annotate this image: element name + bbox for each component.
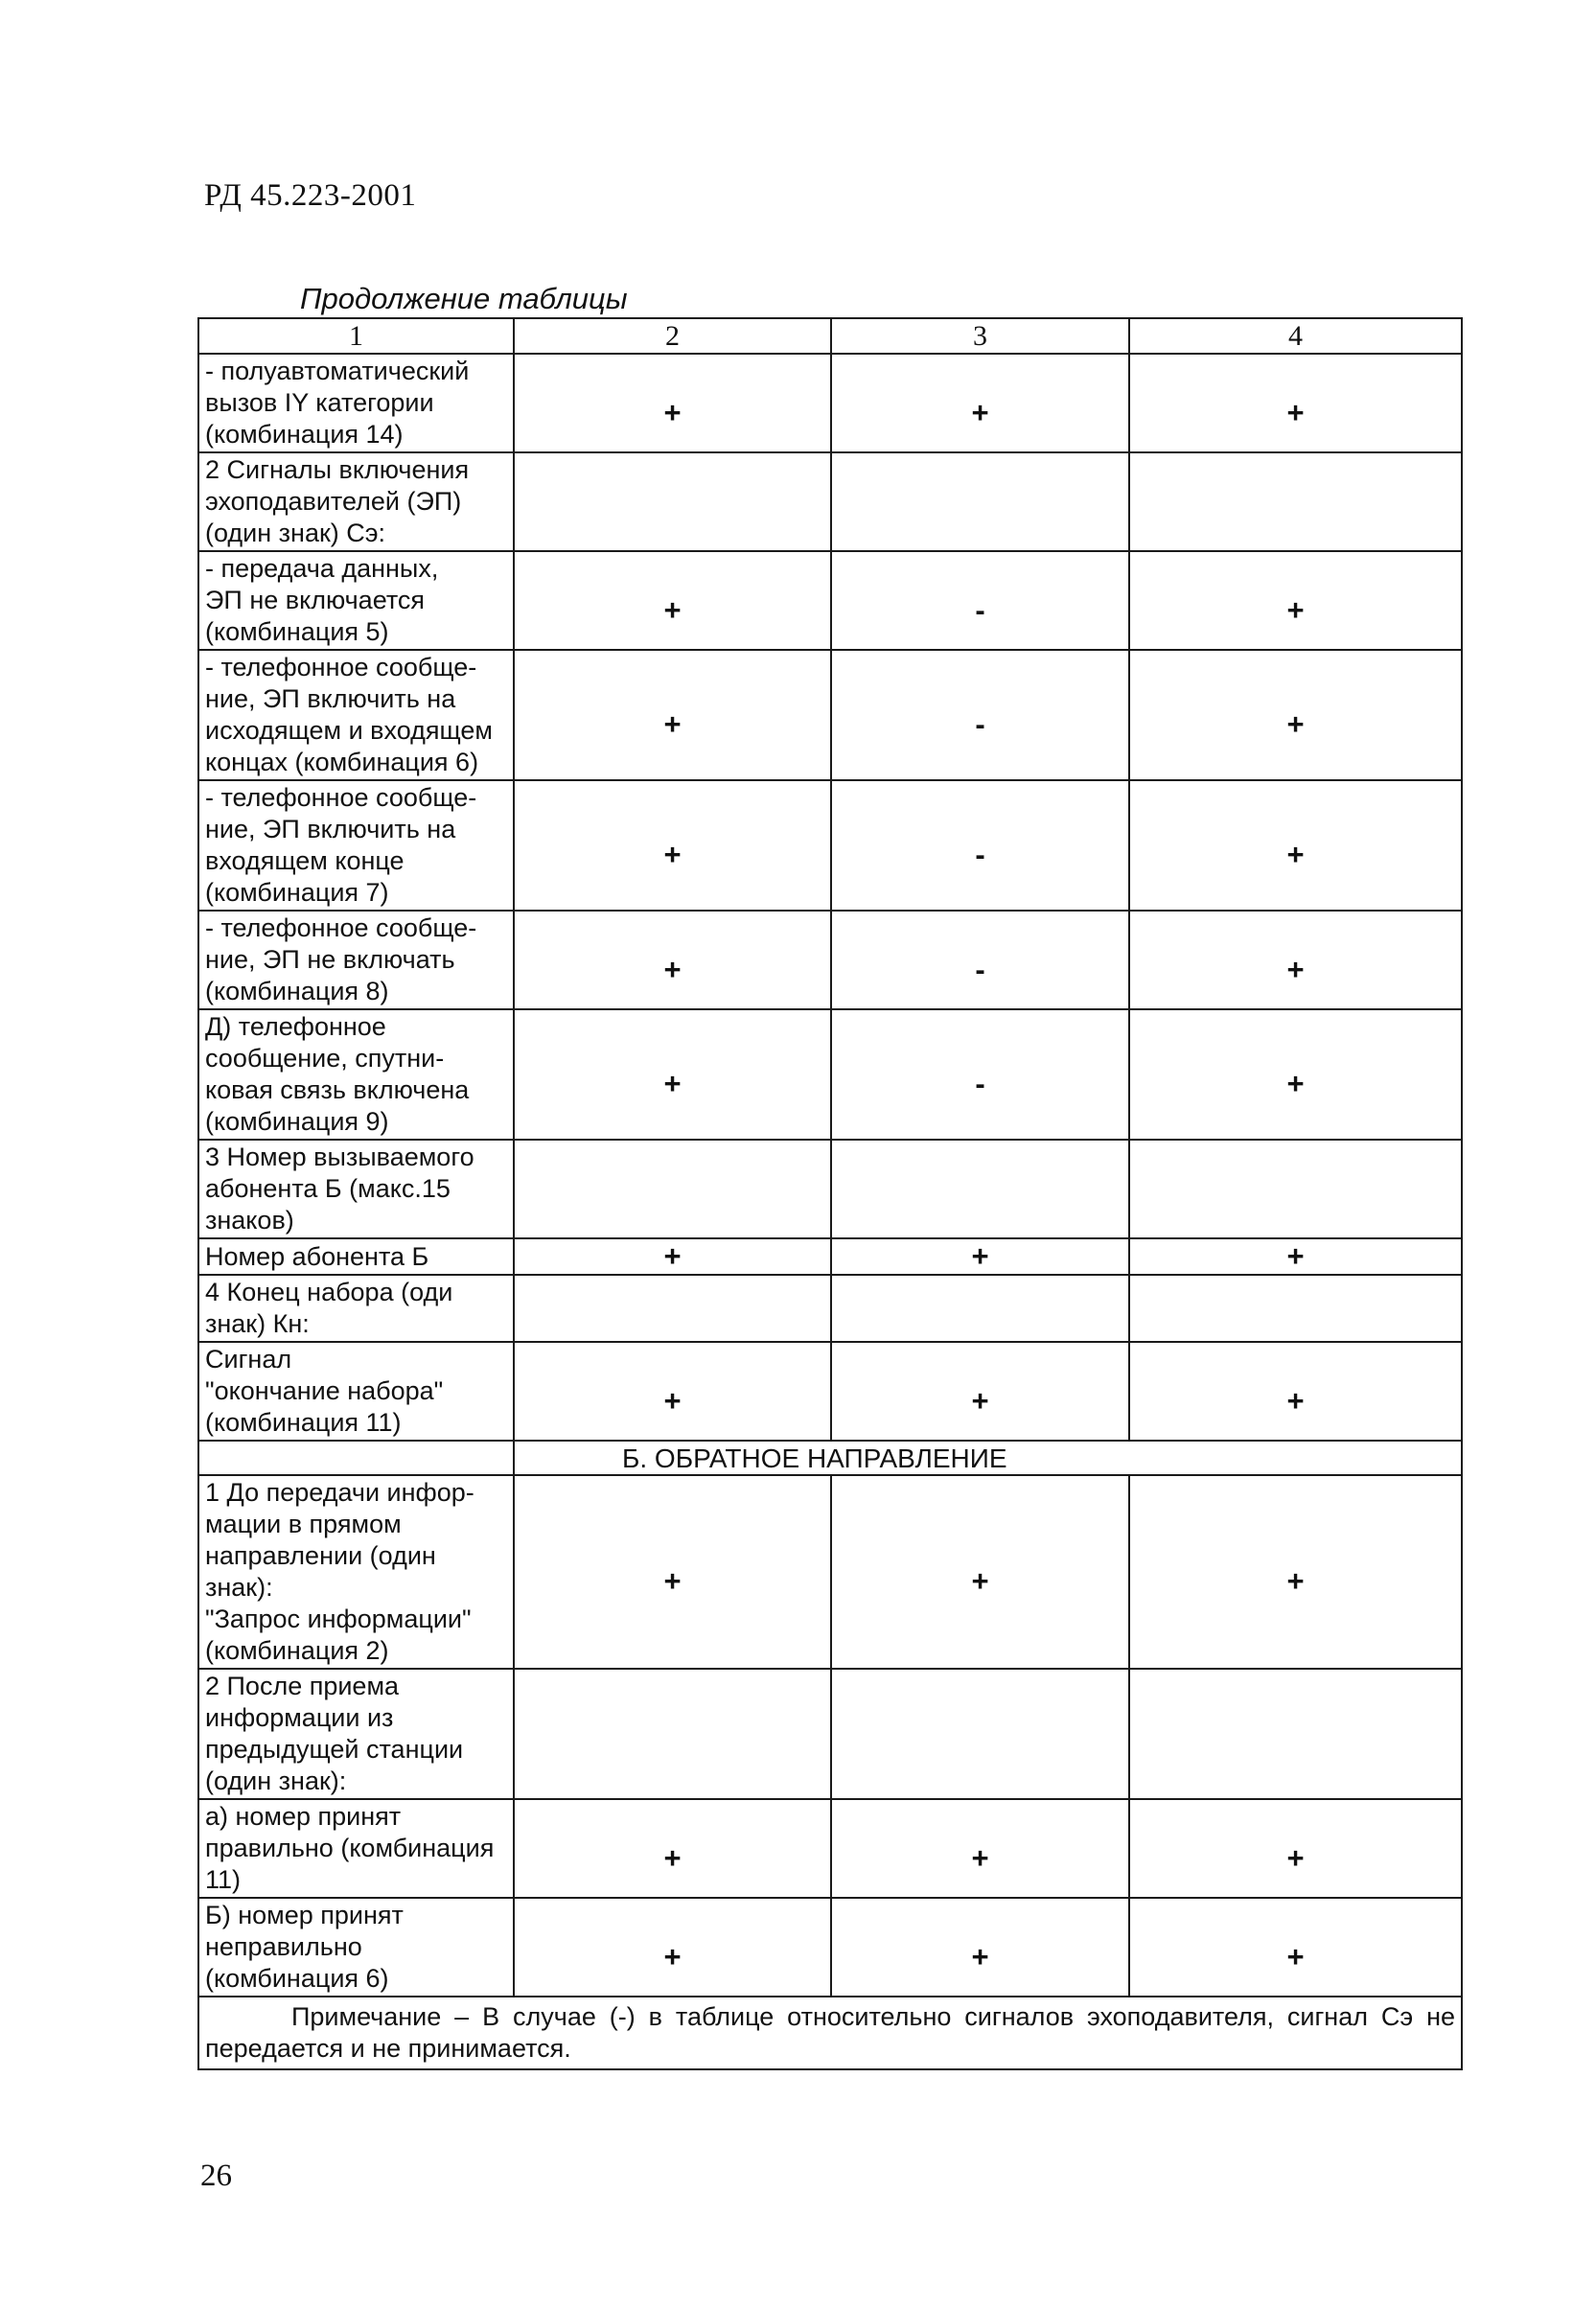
cell-col-4 <box>1129 1799 1462 1898</box>
table-caption: Продолжение таблицы <box>300 282 628 315</box>
cell-col-4 <box>1129 1275 1462 1342</box>
cell-col-3 <box>831 452 1129 551</box>
signal-label: - полуавтоматический вызов IY категории (комбинация 14) <box>198 354 514 452</box>
table-row <box>198 1140 1462 1238</box>
mark-value: + <box>1286 1383 1305 1418</box>
signal-label: Сигнал "окончание набора" (комбинация 11) <box>198 1342 514 1441</box>
cell-col-3 <box>831 780 1129 911</box>
cell-col-2 <box>514 551 831 650</box>
mark-value: + <box>1286 592 1305 627</box>
mark-value: + <box>663 707 682 741</box>
cell-col-4 <box>1129 1475 1462 1669</box>
mark-value: - <box>975 1067 985 1100</box>
mark-value: + <box>663 1383 682 1418</box>
cell-col-4 <box>1129 1669 1462 1799</box>
signal-label: - передача данных, ЭП не включается (комбинация 5) <box>198 551 514 650</box>
cell-col-2 <box>514 1898 831 1997</box>
mark-value: + <box>1286 1067 1305 1100</box>
mark-value: + <box>971 395 989 429</box>
cell-col-3 <box>831 1275 1129 1342</box>
cell-col-2 <box>514 1009 831 1140</box>
table-row <box>198 650 1462 780</box>
cell-col-2 <box>514 1275 831 1342</box>
table-row <box>198 1898 1462 1997</box>
table-row <box>198 1799 1462 1898</box>
mark-value: + <box>971 1564 989 1598</box>
cell-col-4 <box>1129 1238 1462 1275</box>
mark-value: + <box>971 1383 989 1418</box>
mark-value: + <box>1286 1564 1305 1598</box>
mark-value: + <box>971 1840 989 1875</box>
signal-label: 3 Номер вызываемого абонента Б (макс.15 знаков) <box>198 1140 514 1238</box>
cell-col-2 <box>514 1238 831 1275</box>
cell-col-3 <box>831 354 1129 452</box>
cell-col-4 <box>1129 1140 1462 1238</box>
mark-value: + <box>663 952 682 986</box>
signal-label: 1 До передачи инфор- мации в прямом направлении (один знак): "Запрос информации" (комбинация 2) <box>198 1475 514 1669</box>
section-row <box>198 1441 1462 1475</box>
cell-col-3 <box>831 1669 1129 1799</box>
mark-value: - <box>975 707 985 741</box>
mark-value: + <box>663 1067 682 1100</box>
table-header-row <box>198 318 1462 354</box>
table-row <box>198 1275 1462 1342</box>
cell-col-4 <box>1129 452 1462 551</box>
table-row <box>198 780 1462 911</box>
signal-label: 4 Конец набора (оди знак) Кн: <box>198 1275 514 1342</box>
cell-col-4 <box>1129 551 1462 650</box>
cell-col-4 <box>1129 780 1462 911</box>
mark-value: - <box>975 592 985 627</box>
mark-value: + <box>663 395 682 429</box>
mark-value: - <box>975 838 985 871</box>
table-row <box>198 1669 1462 1799</box>
cell-col-2 <box>514 650 831 780</box>
mark-value: + <box>1286 838 1305 871</box>
signal-label: Б) номер принят неправильно (комбинация 6) <box>198 1898 514 1997</box>
signal-label: 2 Сигналы включения эхоподавителей (ЭП) (один знак) Сэ: <box>198 452 514 551</box>
column-header-2: 2 <box>514 318 831 354</box>
table-row <box>198 452 1462 551</box>
cell-col-4 <box>1129 1342 1462 1441</box>
cell-col-2 <box>514 1475 831 1669</box>
signal-label: - телефонное сообще- ние, ЭП включить на входящем конце (комбинация 7) <box>198 780 514 911</box>
signal-label: - телефонное сообще- ние, ЭП включить на исходящем и входящем концах (комбинация 6) <box>198 650 514 780</box>
signal-label: 2 После приема информации из предыдущей станции (один знак): <box>198 1669 514 1799</box>
cell-col-2 <box>514 1799 831 1898</box>
cell-col-3 <box>831 1898 1129 1997</box>
mark-value: + <box>663 1939 682 1974</box>
signal-label: а) номер принят правильно (комбинация 11) <box>198 1799 514 1898</box>
cell-col-3 <box>831 650 1129 780</box>
table-row <box>198 1238 1462 1275</box>
column-header-3: 3 <box>831 318 1129 354</box>
cell-col-2 <box>514 1140 831 1238</box>
cell-col-3 <box>831 1475 1129 1669</box>
note-row <box>198 1997 1462 2069</box>
cell-col-2 <box>514 1342 831 1441</box>
signal-label: Номер абонента Б <box>198 1238 514 1275</box>
cell-col-2 <box>514 780 831 911</box>
column-header-4: 4 <box>1129 318 1462 354</box>
cell-col-2 <box>514 911 831 1009</box>
column-header-1: 1 <box>198 318 514 354</box>
page-number: 26 <box>200 2159 232 2193</box>
cell-col-4 <box>1129 1898 1462 1997</box>
signals-table <box>197 317 1463 2070</box>
mark-value: + <box>1286 395 1305 429</box>
cell-col-3 <box>831 1009 1129 1140</box>
mark-value: + <box>1286 1239 1305 1273</box>
mark-value: + <box>663 592 682 627</box>
cell-col-4 <box>1129 911 1462 1009</box>
cell-col-3 <box>831 911 1129 1009</box>
cell-col-3 <box>831 1799 1129 1898</box>
table-row <box>198 911 1462 1009</box>
signal-label: Д) телефонное сообщение, спутни- ковая связь включена (комбинация 9) <box>198 1009 514 1140</box>
mark-value: + <box>971 1939 989 1974</box>
mark-value: + <box>1286 1939 1305 1974</box>
section-empty-cell <box>198 1441 514 1475</box>
mark-value: + <box>1286 952 1305 986</box>
cell-col-3 <box>831 1342 1129 1441</box>
table-note: Примечание – В случае (-) в таблице относительно сигналов эхоподавителя, сигнал Сэ не передается и не принимается. <box>205 2002 1455 2063</box>
mark-value: + <box>663 1239 682 1273</box>
mark-value: - <box>975 952 985 986</box>
table-row <box>198 354 1462 452</box>
cell-col-3 <box>831 1140 1129 1238</box>
cell-col-4 <box>1129 354 1462 452</box>
section-title: Б. ОБРАТНОЕ НАПРАВЛЕНИЕ <box>514 1441 1462 1475</box>
table-row <box>198 1009 1462 1140</box>
signal-label: - телефонное сообще- ние, ЭП не включать (комбинация 8) <box>198 911 514 1009</box>
cell-col-3 <box>831 1238 1129 1275</box>
table-row <box>198 551 1462 650</box>
cell-col-2 <box>514 1669 831 1799</box>
mark-value: + <box>663 838 682 871</box>
cell-col-4 <box>1129 650 1462 780</box>
table-row <box>198 1342 1462 1441</box>
mark-value: + <box>971 1239 989 1273</box>
mark-value: + <box>663 1564 682 1598</box>
cell-col-4 <box>1129 1009 1462 1140</box>
cell-col-3 <box>831 551 1129 650</box>
mark-value: + <box>1286 1840 1305 1875</box>
table-row <box>198 1475 1462 1669</box>
mark-value: + <box>1286 707 1305 741</box>
document-id: РД 45.223-2001 <box>204 178 417 213</box>
mark-value: + <box>663 1840 682 1875</box>
note-cell <box>198 1997 1462 2069</box>
cell-col-2 <box>514 452 831 551</box>
cell-col-2 <box>514 354 831 452</box>
